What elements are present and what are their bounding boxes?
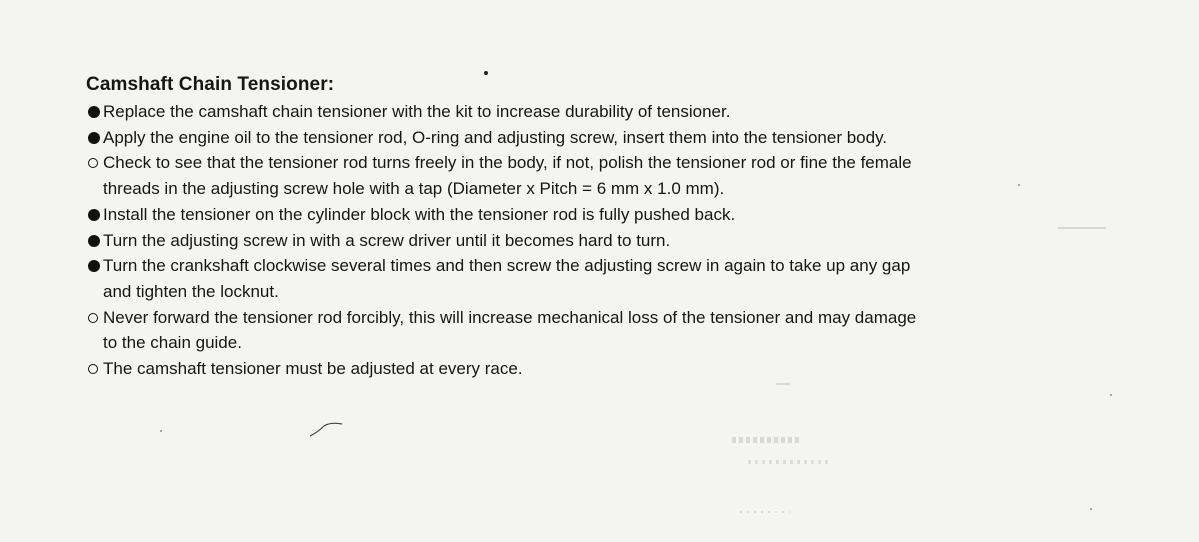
list-item-text: Apply the engine oil to the tensioner rod, O-ring and adjusting screw, insert them into the tensioner body. (103, 127, 888, 147)
list-item-text: Never forward the tensioner rod forcibly, this will increase mechanical loss of the tensioner and may damage (103, 307, 917, 327)
pencil-tick-mark (310, 423, 342, 436)
section-heading: Camshaft Chain Tensioner: (86, 74, 335, 95)
open-bullet-icon (86, 356, 103, 382)
list-item (86, 253, 1146, 304)
ink-speck (484, 71, 488, 75)
list-item-text-continuation: to the chain guide. (103, 333, 242, 353)
list-item-text: The camshaft tensioner must be adjusted at every race. (103, 359, 523, 379)
list-item-text-continuation: threads in the adjusting screw hole with a tap (Diameter x Pitch = 6 mm x 1.0 mm). (103, 179, 725, 199)
list-item (86, 202, 1146, 228)
instruction-list (86, 99, 1146, 382)
dust-speck (160, 430, 162, 432)
filled-bullet-icon (86, 202, 103, 228)
filled-bullet-icon (86, 99, 103, 125)
dust-speck (1090, 508, 1092, 510)
open-bullet-icon (86, 150, 103, 176)
list-item-text-continuation: and tighten the locknut. (103, 281, 279, 301)
list-item (86, 99, 1146, 125)
filled-bullet-icon (86, 228, 103, 254)
list-item-text: Turn the crankshaft clockwise several times and then screw the adjusting screw in again to take up any gap (103, 256, 911, 276)
list-item-text: Turn the adjusting screw in with a screw driver until it becomes hard to turn. (103, 230, 671, 250)
filled-bullet-icon (86, 125, 103, 151)
list-item-text: Check to see that the tensioner rod turns freely in the body, if not, polish the tensioner rod or fine the female (103, 153, 912, 173)
list-item (86, 305, 1146, 356)
dust-speck (1110, 394, 1112, 396)
list-item (86, 125, 1146, 151)
list-item (86, 356, 1146, 382)
filled-bullet-icon (86, 253, 103, 279)
list-item-text: Replace the camshaft chain tensioner with the kit to increase durability of tensioner. (103, 102, 731, 121)
open-bullet-icon (86, 305, 103, 331)
list-item-text: Install the tensioner on the cylinder block with the tensioner rod is fully pushed back. (103, 204, 736, 224)
list-item (86, 228, 1146, 254)
list-item (86, 150, 1146, 201)
